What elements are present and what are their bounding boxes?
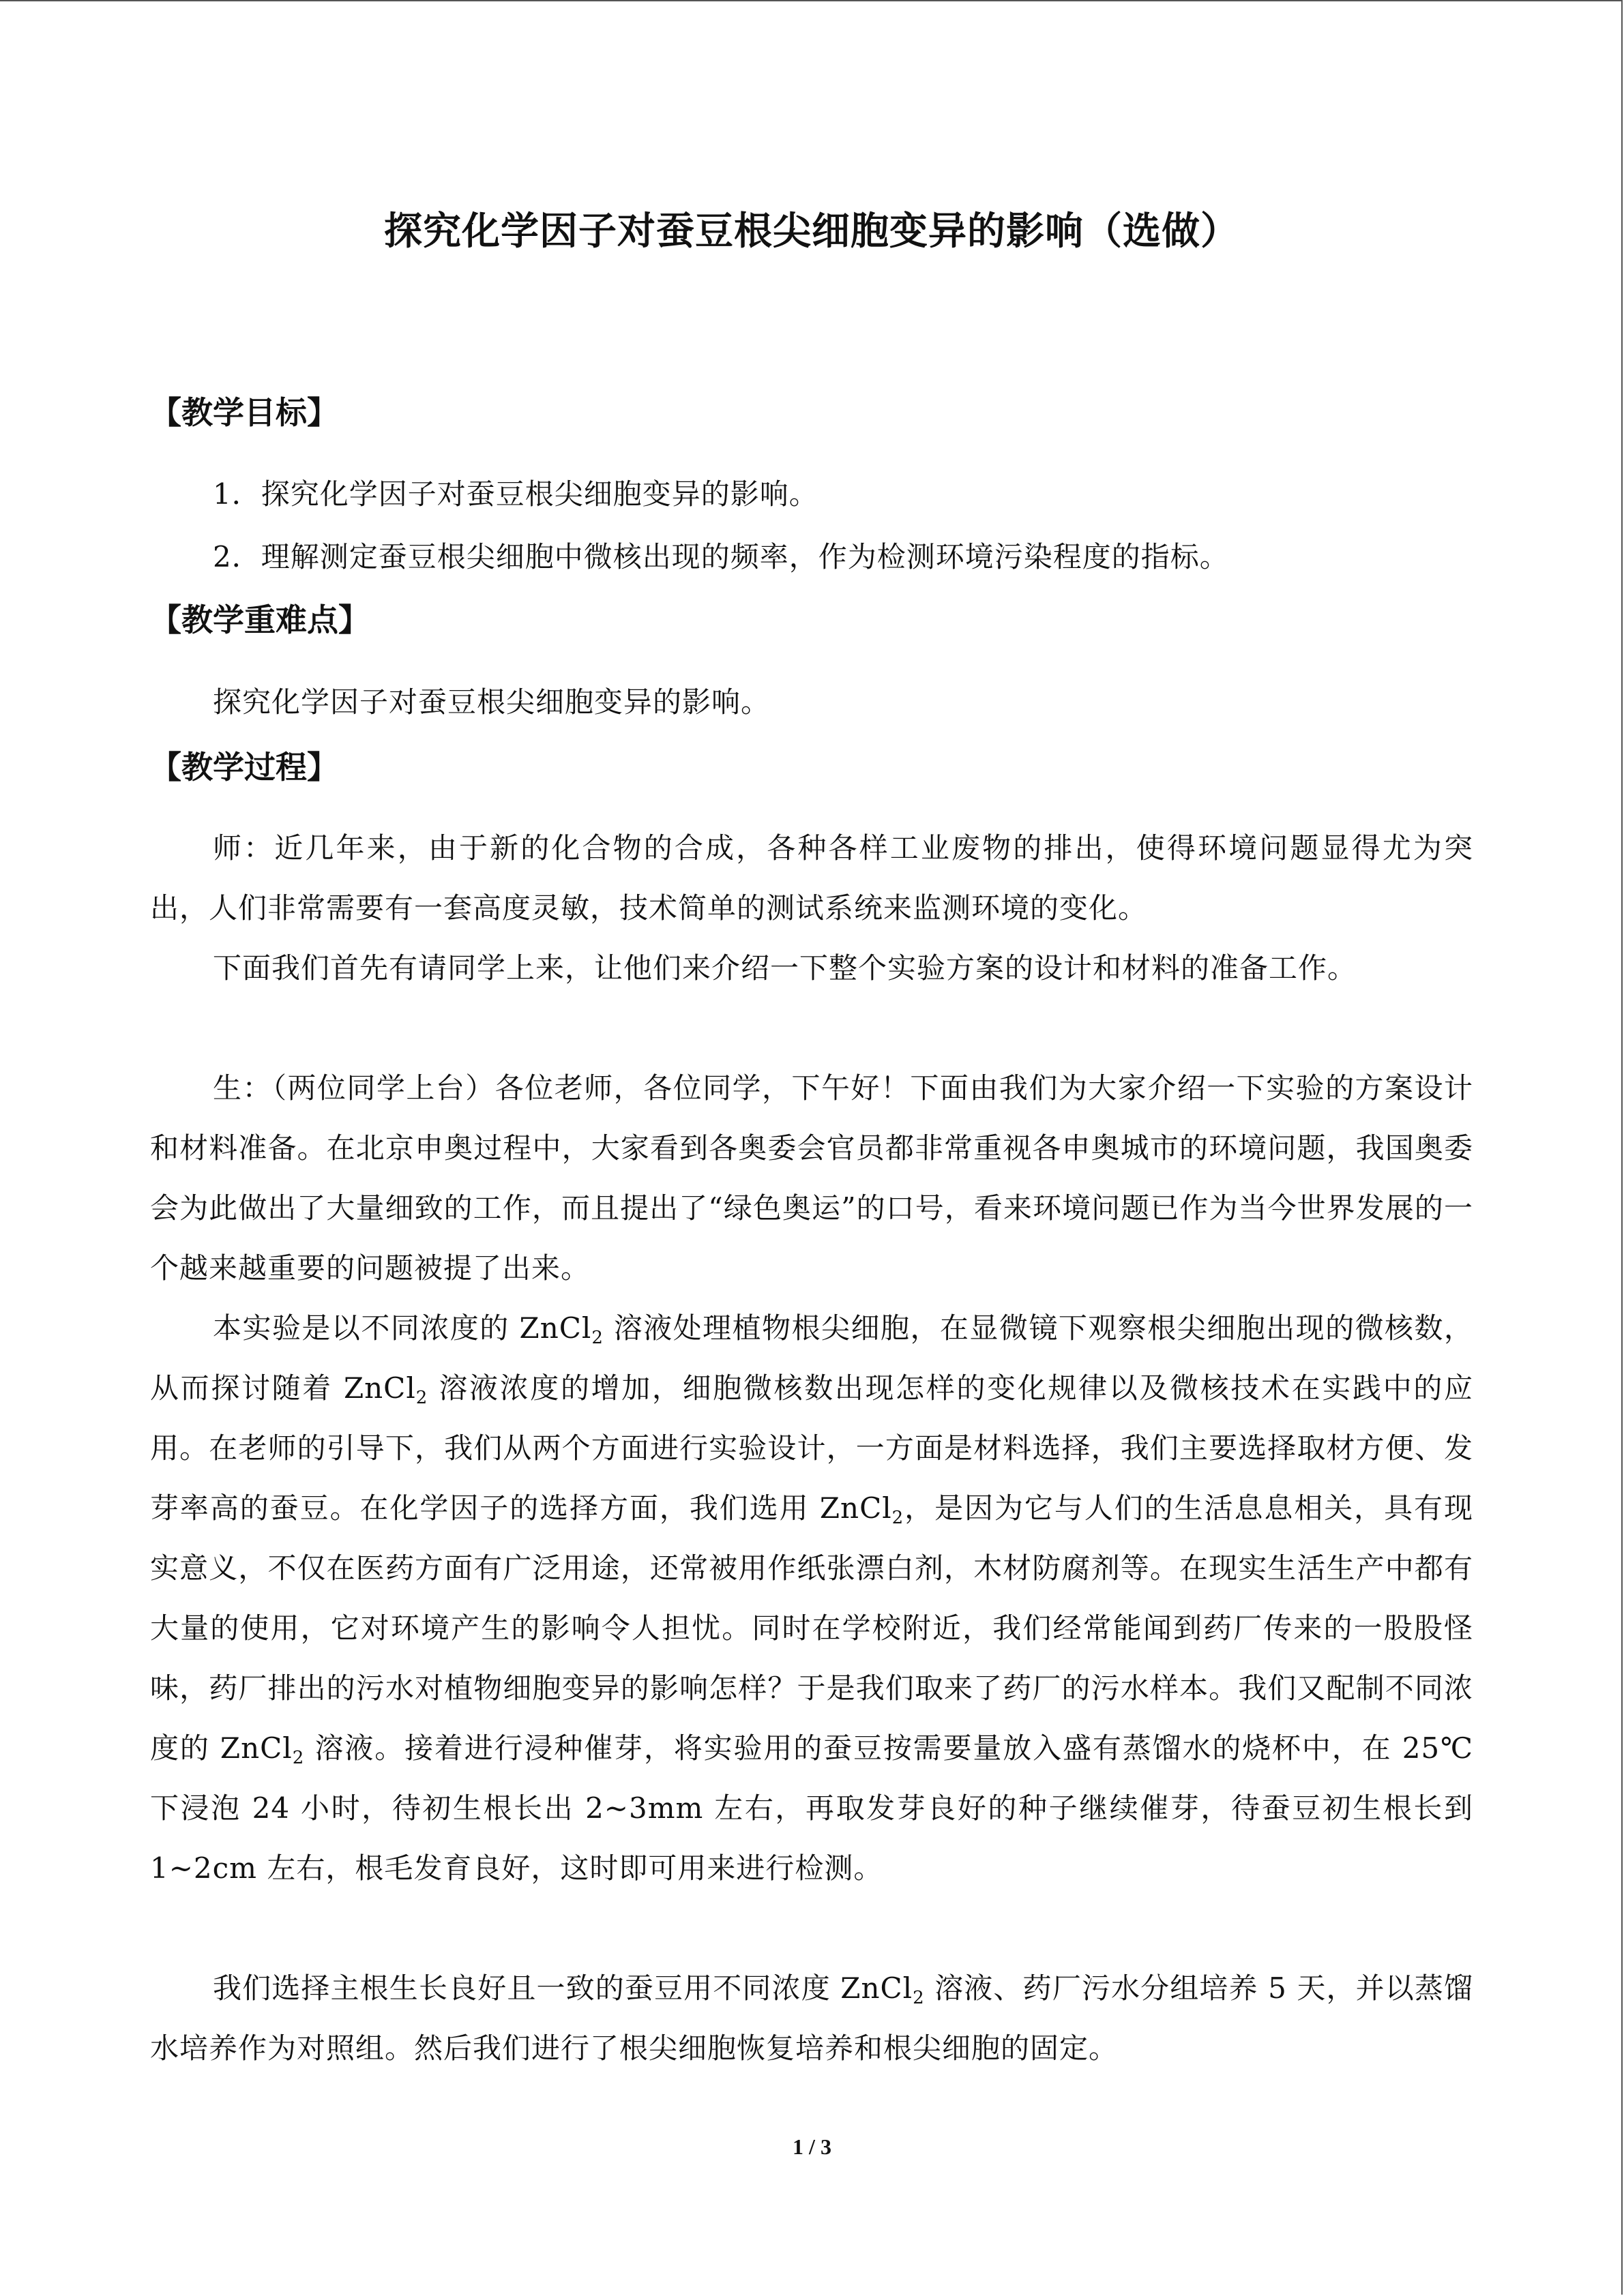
page-number: 1 / 3 <box>793 2134 831 2159</box>
student-intro-text: 生：（两位同学上台）各位老师，各位同学，下午好！下面由我们为大家介绍一下实验的方案设计和材料准备。在北京申奥过程中，大家看到各奥委会官员都非常重视各申奥城市的环境问题，我国奥委会为此做出了大量细致的工作，而且提出了“绿色奥运”的口号，看来环境问题已作为当今世界发展的一个越来越重要的问题被提了出来。 <box>150 1071 1473 1285</box>
subscript-2: 2 <box>415 1388 428 1408</box>
design-text-5: 溶液。接着进行浸种催芽，将实验用的蚕豆按需要量放入盛有蒸馏水的烧杯中，在 25℃下浸泡 24 小时，待初生根长出 2~3mm 左右，再取发芽良好的种子继续催芽，待蚕豆初生根长到 1~2cm 左右，根毛发育良好，这时即可用来进行检测。 <box>150 1731 1473 1885</box>
section-heading-objectives: 【教学目标】 <box>150 394 338 431</box>
design-text-3: 溶液浓度的增加，细胞微核数出现怎样的变化规律以及微核技术在实践中的应用。在老师的引导下，我们从两个方面进行实验设计，一方面是材料选择，我们主要选择取材方便、发芽率高的蚕豆。在化学因子的选择方面，我们选用 ZnCl <box>150 1371 1474 1525</box>
subscript-2: 2 <box>591 1328 604 1348</box>
design-text-2: 溶液处理植物根尖细胞，在显微镜下观察根尖细胞出现的微核数，从而探讨随着 ZnCl <box>150 1311 1474 1405</box>
objective-item-2: 2．理解测定蚕豆根尖细胞中微核出现的频率，作为检测环境污染程度的指标。 <box>213 540 1229 573</box>
section-heading-process: 【教学过程】 <box>150 749 338 786</box>
paragraph-invite-students: 下面我们首先有请同学上来，让他们来介绍一下整个实验方案的设计和材料的准备工作。 <box>213 951 1357 985</box>
paragraph-student-intro <box>150 1058 1473 1298</box>
document-title: 探究化学因子对蚕豆根尖细胞变异的影响（选做） <box>384 209 1239 254</box>
paragraph-teacher-intro: 师：近几年来，由于新的化合物的合成，各种各样工业废物的排出，使得环境问题显得尤为突出，人们非常需要有一套高度灵敏，技术简单的测试系统来监测环境的变化。 <box>150 831 1473 925</box>
culture-text-1: 我们选择主根生长良好且一致的蚕豆用不同浓度 ZnCl <box>213 1971 913 2005</box>
subscript-2: 2 <box>891 1508 904 1528</box>
objective-item-1: 1．探究化学因子对蚕豆根尖细胞变异的影响。 <box>213 477 818 511</box>
design-text-1: 本实验是以不同浓度的 ZnCl <box>213 1311 592 1345</box>
subscript-2: 2 <box>292 1748 305 1768</box>
subscript-2: 2 <box>913 1988 925 2008</box>
paragraph-experiment-design <box>150 1298 1473 1898</box>
design-text-4: ，是因为它与人们的生活息息相关，具有现实意义，不仅在医药方面有广泛用途，还常被用作纸张漂白剂，木材防腐剂等。在现实生活生产中都有大量的使用，它对环境产生的影响令人担忧。同时在学校附近，我们经常能闻到药厂传来的一股股怪味，药厂排出的污水对植物细胞变异的影响怎样？于是我们取来了药厂的污水样本。我们又配制不同浓度的 ZnCl <box>150 1491 1473 1765</box>
culture-text-2: 溶液、药厂污水分组培养 5 天，并以蒸馏水培养作为对照组。然后我们进行了根尖细胞恢复培养和根尖细胞的固定。 <box>150 1971 1474 2065</box>
key-points-text: 探究化学因子对蚕豆根尖细胞变异的影响。 <box>213 685 771 719</box>
paragraph-culture-method <box>150 1958 1473 2078</box>
section-heading-key-points: 【教学重难点】 <box>150 601 370 638</box>
